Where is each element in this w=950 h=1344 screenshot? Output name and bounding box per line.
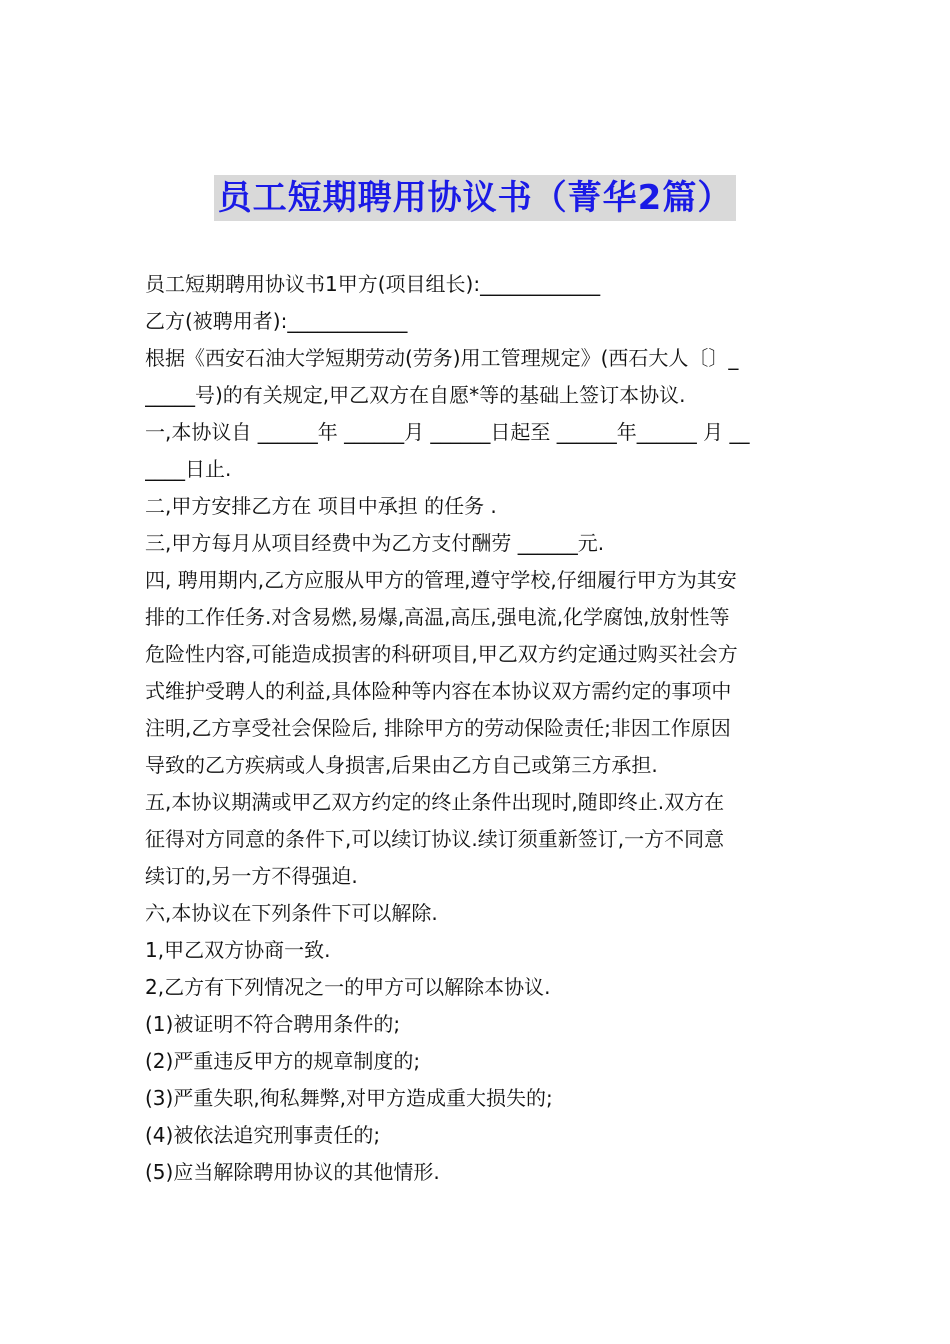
paragraph-line: _____号)的有关规定,甲乙双方在自愿*等的基础上签订本协议. [145, 383, 686, 407]
paragraph-line: (2)严重违反甲方的规章制度的; [145, 1049, 421, 1073]
paragraph-line: 一,本协议自 ______年 ______月 ______日起至 ______年______ 月 __ [145, 420, 750, 444]
title-container [0, 175, 950, 221]
paragraph-line: 注明,乙方享受社会保险后, 排除甲方的劳动保险责任;非因工作原因 [145, 716, 731, 740]
paragraph-line: 导致的乙方疾病或人身损害,后果由乙方自己或第三方承担. [145, 753, 658, 777]
paragraph-line: (1)被证明不符合聘用条件的; [145, 1012, 401, 1036]
paragraph-line: 五,本协议期满或甲乙双方约定的终止条件出现时,随即终止.双方在 [145, 790, 725, 814]
paragraph-line: 危险性内容,可能造成损害的科研项目,甲乙双方约定通过购买社会方 [145, 642, 738, 666]
paragraph-line: 乙方(被聘用者):____________ [145, 309, 408, 333]
document-body [145, 266, 810, 1191]
paragraph-line: 排的工作任务.对含易燃,易爆,高温,高压,强电流,化学腐蚀,放射性等 [145, 605, 730, 629]
paragraph-line: 三,甲方每月从项目经费中为乙方支付酬劳 ______元. [145, 531, 605, 555]
paragraph-line: 六,本协议在下列条件下可以解除. [145, 901, 438, 925]
paragraph-line: ____日止. [145, 457, 232, 481]
paragraph-line: 2,乙方有下列情况之一的甲方可以解除本协议. [145, 975, 551, 999]
paragraph-line: (5)应当解除聘用协议的其他情形. [145, 1160, 440, 1184]
paragraph-line: 征得对方同意的条件下,可以续订协议.续订须重新签订,一方不同意 [145, 827, 725, 851]
paragraph-line: 员工短期聘用协议书1甲方(项目组长):____________ [145, 272, 601, 296]
paragraph-line: 续订的,另一方不得强迫. [145, 864, 358, 888]
document-title: 员工短期聘用协议书（菁华2篇） [214, 175, 737, 221]
paragraph-line: 四, 聘用期内,乙方应服从甲方的管理,遵守学校,仔细履行甲方为其安 [145, 568, 737, 592]
paragraph-line: (3)严重失职,徇私舞弊,对甲方造成重大损失的; [145, 1086, 553, 1110]
paragraph-line: 式维护受聘人的利益,具体险种等内容在本协议双方需约定的事项中 [145, 679, 732, 703]
paragraph-line: 根据《西安石油大学短期劳动(劳务)用工管理规定》(西石大人〔〕_ [145, 346, 739, 370]
paragraph-line: 1,甲乙双方协商一致. [145, 938, 331, 962]
paragraph-line: 二,甲方安排乙方在 项目中承担 的任务 . [145, 494, 497, 518]
paragraph-line: (4)被依法追究刑事责任的; [145, 1123, 381, 1147]
